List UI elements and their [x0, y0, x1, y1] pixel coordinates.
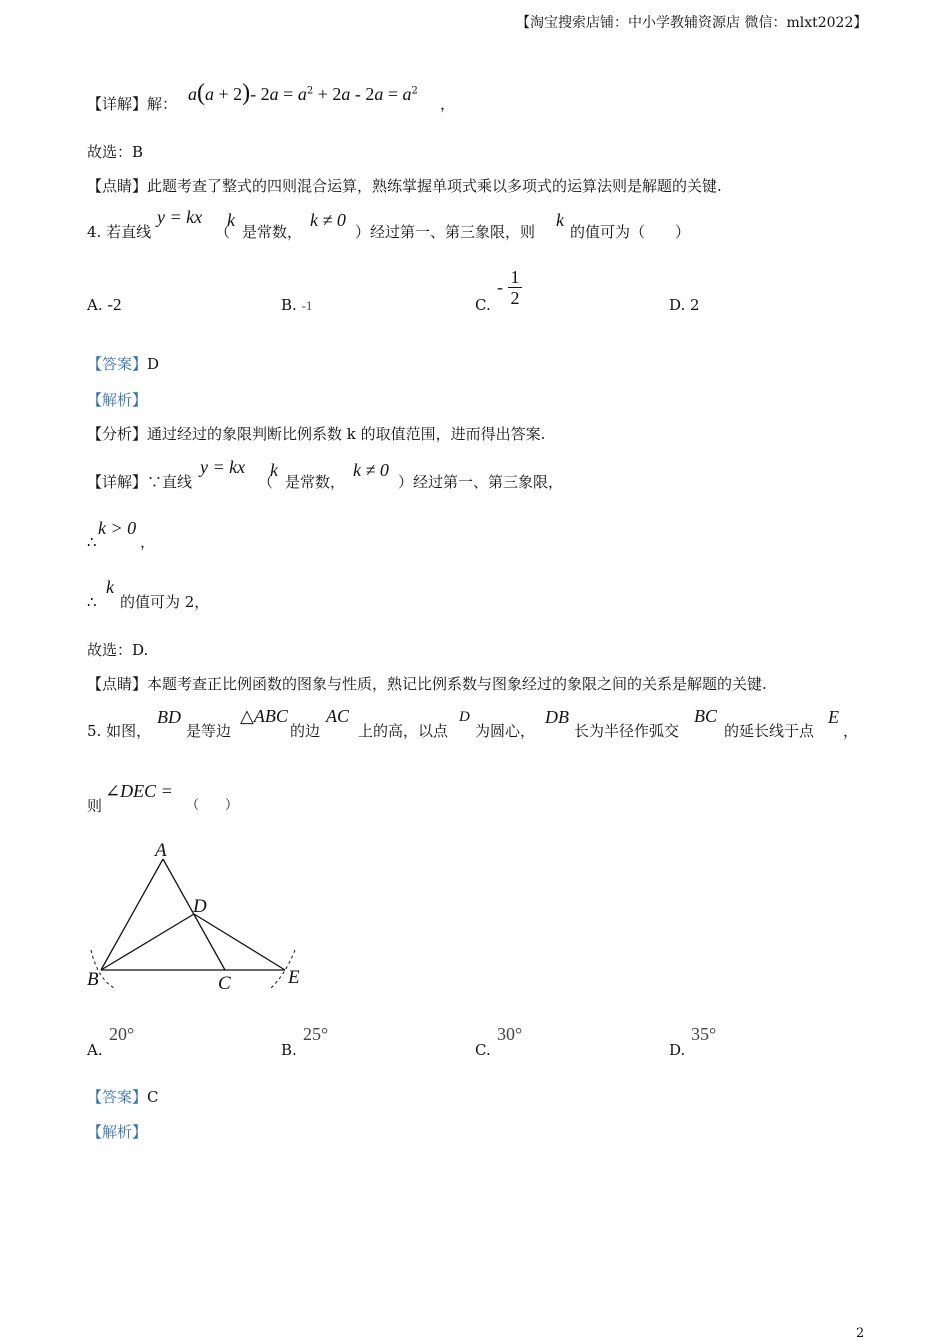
option-label: D. [669, 296, 686, 314]
q5-option-d-value: 35° [691, 1024, 717, 1044]
q5-option-b-value: 25° [303, 1024, 329, 1044]
q5-then: 则 [87, 797, 103, 815]
q5-bc: BC [694, 706, 718, 726]
denominator: 2 [510, 288, 520, 308]
q5-triangle: △ABC [240, 706, 288, 726]
page-number: 2 [856, 1326, 865, 1341]
option-label: B. [281, 296, 297, 314]
q5-text-2: 的边 [290, 722, 321, 740]
option-label: A. [87, 296, 103, 314]
q4-choice: 故选：D. [87, 641, 149, 659]
q5-d: D [459, 709, 470, 725]
q5-answer [87, 1087, 159, 1107]
q4-detail-paren: （ [258, 473, 274, 491]
label-a: A [155, 840, 167, 861]
label-c: C [218, 973, 231, 994]
q5-option-a-label: A. [87, 1041, 103, 1059]
option-label: C. [475, 296, 491, 314]
answer-value: C [147, 1088, 159, 1106]
q4-step1-math: k > 0 [98, 518, 137, 538]
side-ab [101, 859, 163, 970]
q5-text-4: 为圆心， [475, 722, 536, 740]
q5-option-b-label: B. [281, 1041, 297, 1059]
q4-question-tail: 的值可为（ ） [570, 223, 691, 241]
q5-ac: AC [326, 706, 350, 726]
q5-angle: ∠DEC = [105, 781, 173, 801]
q5-text-7: ， [843, 722, 859, 740]
q5-db: DB [545, 707, 569, 727]
q5-option-c-value: 30° [497, 1024, 523, 1044]
label-b: B [87, 969, 99, 990]
q4-paren-open: （ [215, 223, 231, 241]
q4-detail-label: 【详解】∵直线 [87, 473, 193, 491]
q4-step2-symbol: ∴ [87, 593, 97, 611]
q5-text-5: 长为半径作弧交 [574, 722, 680, 740]
option-value: -1 [301, 298, 313, 313]
q4-comment: 【点睛】本题考查正比例函数的图象与性质，熟记比例系数与图象经过的象限之间的关系是解题的关键. [87, 675, 767, 693]
fraction [508, 267, 522, 308]
q5-bd: BD [157, 707, 181, 727]
q4-step2-k: k [106, 577, 114, 597]
q4-analysis-tag: 【解析】 [87, 391, 148, 409]
q4-answer [87, 354, 159, 374]
q4-option-b [281, 295, 312, 316]
q4-k: k [227, 210, 235, 230]
q5-option-d-label: D. [669, 1041, 686, 1059]
option-sign: - [497, 277, 503, 297]
answer-tag: 【答案】 [87, 355, 148, 373]
q4-option-c-fraction [497, 267, 522, 308]
option-value: 2 [690, 296, 700, 314]
q5-option-a-value: 20° [109, 1024, 135, 1044]
q4-detail-constant: 是常数， [285, 473, 346, 491]
q4-analysis: 【分析】通过经过的象限判断比例系数 k 的取值范围，进而得出答案. [87, 425, 546, 443]
q3-formula: a(a + 2)- $2a = a^2 + 2a - 2a = a^2$ [188, 80, 418, 106]
q4-detail-quadrant: ）经过第一、第三象限， [398, 473, 564, 491]
q4-step2-tail: 的值可为 2， [120, 593, 210, 611]
q5-figure [80, 835, 320, 995]
q4-step1-symbol: ∴ [87, 533, 97, 551]
label-e: E [288, 967, 300, 988]
q4-equation: y = kx [157, 207, 203, 227]
q4-detail-condition: k ≠ 0 [353, 460, 389, 480]
q4-detail-equation: y = kx [200, 457, 246, 477]
q5-number: 5. 如图， [87, 722, 152, 740]
q4-detail-k: k [270, 460, 278, 480]
q4-option-c [475, 295, 491, 315]
page-header: 【淘宝搜索店铺：中小学教辅资源店 微信：mlxt2022】 [516, 15, 868, 31]
option-value: -2 [107, 295, 122, 314]
q5-paren: （ ） [186, 798, 239, 813]
answer-value: D [147, 355, 160, 373]
q4-number: 4. 若直线 [87, 223, 152, 241]
answer-tag: 【答案】 [87, 1088, 148, 1106]
q5-analysis-tag: 【解析】 [87, 1123, 148, 1141]
q3-comment: 【点睛】此题考查了整式的四则混合运算，熟练掌握单项式乘以多项式的运算法则是解题的关键. [87, 177, 722, 195]
q4-k-2: k [556, 210, 564, 230]
q4-constant-text: 是常数， [242, 223, 303, 241]
q5-text-3: 上的高，以点 [358, 722, 449, 740]
q4-quadrant-text: ）经过第一、第三象限，则 [355, 223, 536, 241]
segment-de [194, 914, 285, 970]
q3-formula-tail: ， [440, 95, 456, 113]
q3-choice: 故选：B [87, 143, 144, 161]
q4-option-a [87, 295, 122, 315]
q4-option-d [669, 295, 700, 315]
segment-bd [101, 914, 194, 970]
numerator: 1 [510, 267, 520, 287]
q4-condition: k ≠ 0 [310, 210, 346, 230]
q3-detail-label: 【详解】解： [87, 95, 178, 113]
q5-e: E [828, 707, 839, 727]
q5-text-1: 是等边 [186, 722, 232, 740]
q5-option-c-label: C. [475, 1041, 491, 1059]
q4-step1-tail: ， [140, 533, 156, 551]
label-d: D [193, 896, 207, 917]
q5-text-6: 的延长线于点 [724, 722, 815, 740]
